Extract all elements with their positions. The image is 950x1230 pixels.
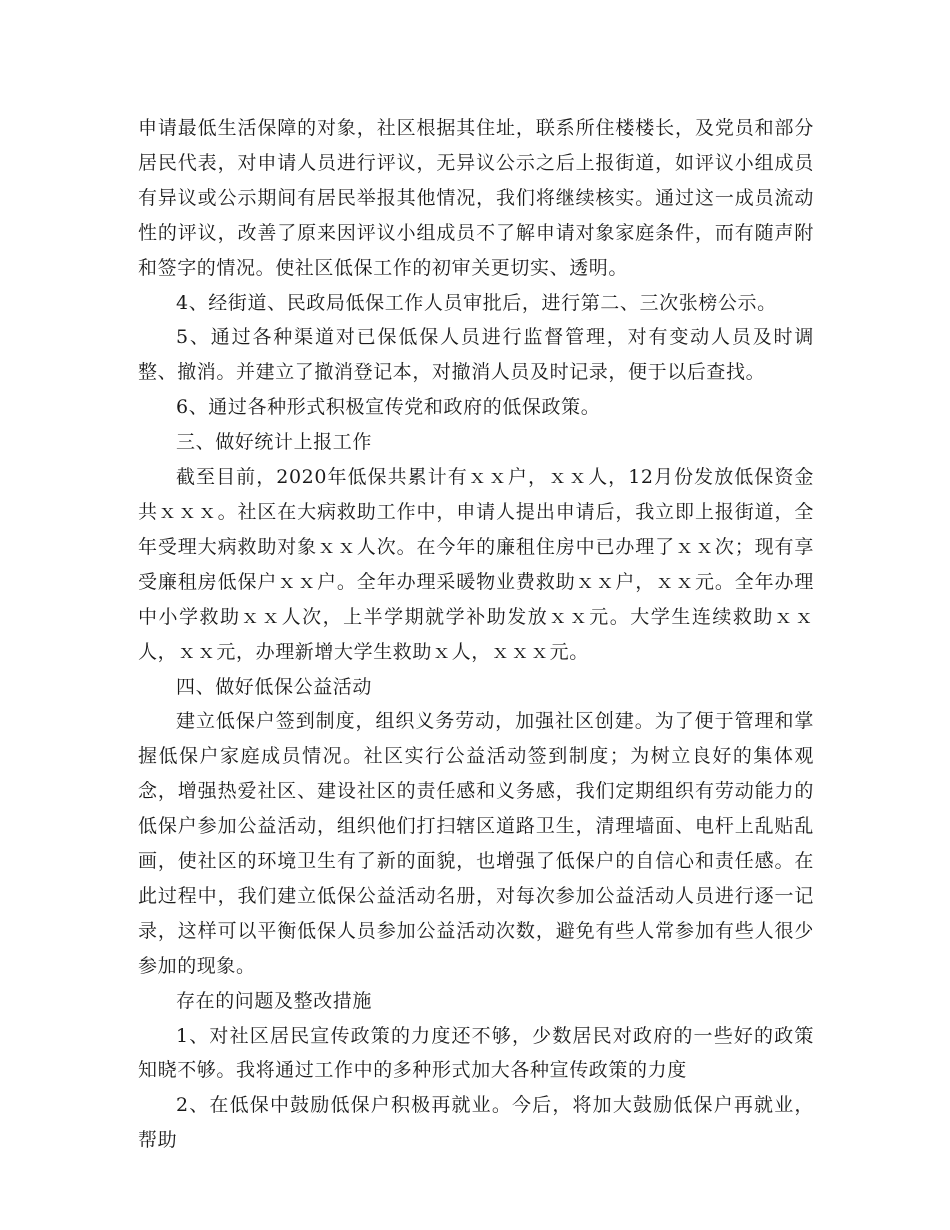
section-heading-statistics: 三、做好统计上报工作: [176, 431, 373, 454]
section-heading-problems: 存在的问题及整改措施: [176, 989, 373, 1012]
section-heading-public-welfare: 四、做好低保公益活动: [176, 675, 373, 698]
paragraph-item-5: 5、通过各种渠道对已保低保人员进行监督管理，对有变动人员及时调整、撤消。并建立了撤消登记本，对撤消人员及时记录，便于以后查找。: [138, 326, 814, 384]
paragraph-problem-2: 2、在低保中鼓励低保户积极再就业。今后，将加大鼓励低保户再就业，帮助: [138, 1094, 814, 1152]
document-body: [138, 111, 814, 1158]
paragraph-intro-continuation: 申请最低生活保障的对象，社区根据其住址，联系所住楼楼长，及党员和部分居民代表，对申请人员进行评议，无异议公示之后上报街道，如评议小组成员有异议或公示期间有居民举报其他情况，我们将继续核实。通过这一成员流动性的评议，改善了原来因评议小组成员不了解申请对象家庭条件，而有随声附和签字的情况。使社区低保工作的初审关更切实、透明。: [138, 117, 814, 279]
paragraph-public-welfare: 建立低保户签到制度，组织义务劳动，加强社区创建。为了便于管理和掌握低保户家庭成员情况。社区实行公益活动签到制度；为树立良好的集体观念，增强热爱社区、建设社区的责任感和义务感，我们定期组织有劳动能力的低保户参加公益活动，组织他们打扫辖区道路卫生，清理墙面、电杆上乱贴乱画，使社区的环境卫生有了新的面貌，也增强了低保户的自信心和责任感。在此过程中，我们建立低保公益活动名册，对每次参加公益活动人员进行逐一记录，这样可以平衡低保人员参加公益活动次数，避免有些人常参加有些人很少参加的现象。: [138, 710, 814, 977]
paragraph-item-4: 4、经街道、民政局低保工作人员审批后，进行第二、三次张榜公示。: [176, 291, 777, 314]
paragraph-problem-1: 1、对社区居民宣传政策的力度还不够，少数居民对政府的一些好的政策知晓不够。我将通过工作中的多种形式加大各种宣传政策的力度: [138, 1024, 814, 1082]
paragraph-statistics: 截至目前，2020年低保共累计有ｘｘ户，ｘｘ人，12月份发放低保资金共ｘｘｘ。社区在大病救助工作中，申请人提出申请后，我立即上报街道，全年受理大病救助对象ｘｘ人次。在今年的廉租住房中已办理了ｘｘ次；现有享受廉租房低保户ｘｘ户。全年办理采暖物业费救助ｘｘ户，ｘｘ元。全年办理中小学救助ｘｘ人次，上半学期就学补助发放ｘｘ元。大学生连续救助ｘｘ人，ｘｘ元，办理新增大学生救助ｘ人，ｘｘｘ元。: [138, 466, 814, 663]
paragraph-item-6: 6、通过各种形式积极宣传党和政府的低保政策。: [176, 396, 601, 419]
